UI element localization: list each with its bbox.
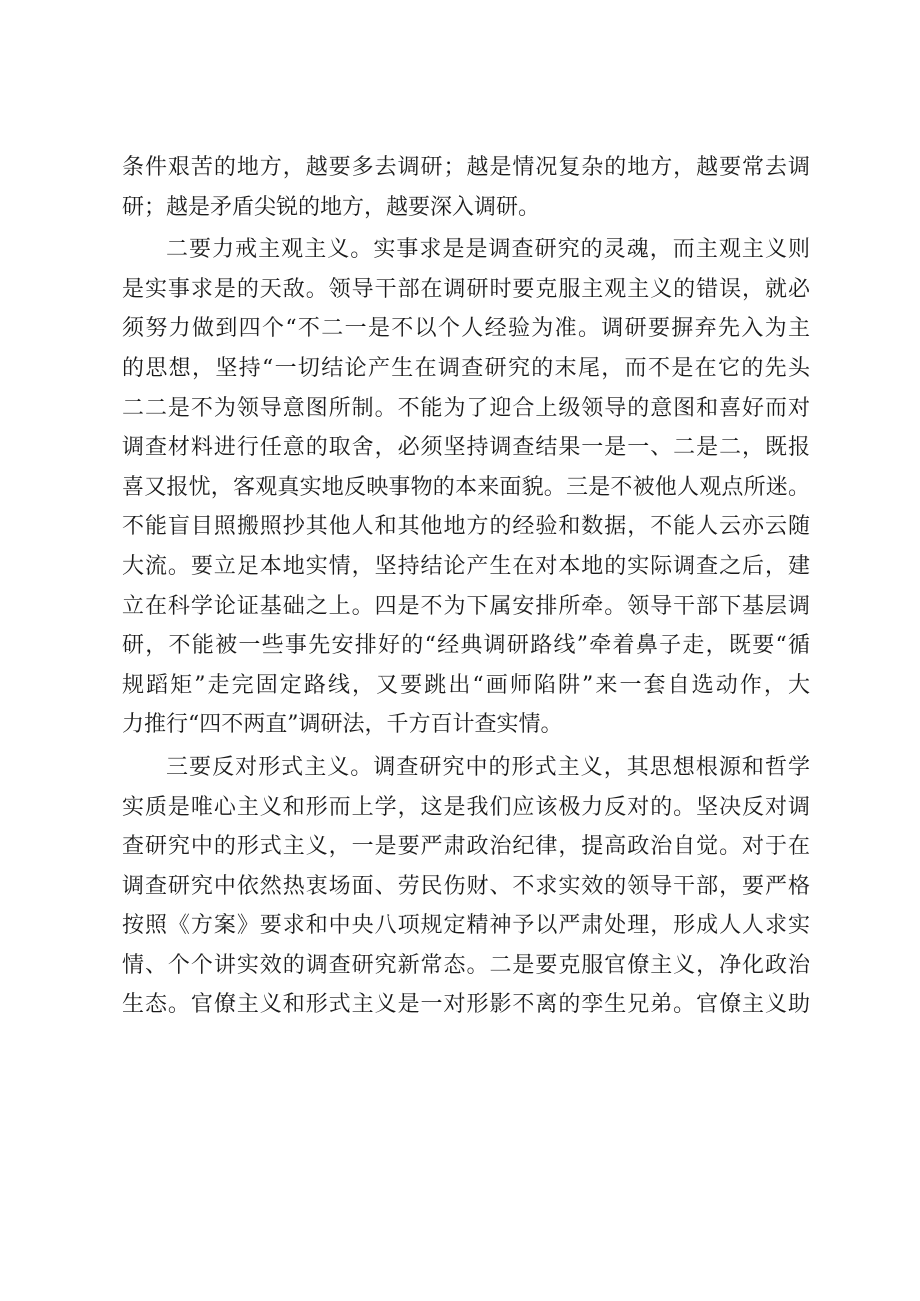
paragraph-2: [122, 230, 810, 745]
text-line: 大流。要立足本地实情，坚持结论产生在对本地的实际调查之后，建: [122, 553, 810, 579]
paragraph-3: [122, 748, 810, 1025]
text-line: 研；越是矛盾尖锐的地方，越要深入调研。: [122, 194, 541, 220]
text-line: 喜又报忧，客观真实地反映事物的本来面貌。三是不被他人观点所迷。: [122, 474, 810, 500]
body-text: [122, 148, 810, 1025]
text-line: 二二是不为领导意图所制。不能为了迎合上级领导的意图和喜好而对: [122, 395, 810, 421]
text-line: 规蹈矩”走完固定路线，又要跳出“画师陷阱”来一套自选动作，大: [122, 672, 810, 698]
text-line: 不能盲目照搬照抄其他人和其他地方的经验和数据，不能人云亦云随: [122, 514, 810, 540]
text-line: 力推行“四不两直”调研法，千方百计查实情。: [122, 712, 563, 738]
text-line: 按照《方案》要求和中央八项规定精神予以严肃处理，形成人人求实: [122, 913, 810, 939]
text-line: 的思想，坚持“一切结论产生在调查研究的末尾，而不是在它的先头: [122, 355, 810, 381]
text-line: 调查材料进行任意的取舍，必须坚持调查结果一是一、二是二，既报: [122, 435, 810, 461]
text-line: 实质是唯心主义和形而上学，这是我们应该极力反对的。坚决反对调: [122, 794, 810, 820]
text-line: 调查研究中依然热衷场面、劳民伤财、不求实效的领导干部，要严格: [122, 873, 810, 899]
text-line: 查研究中的形式主义，一是要严肃政治纪律，提高政治自觉。对于在: [122, 834, 810, 860]
text-line: 二要力戒主观主义。实事求是是调查研究的灵魂，而主观主义则: [166, 237, 810, 263]
text-line: 是实事求是的天敌。领导干部在调研时要克服主观主义的错误，就必: [122, 276, 810, 302]
text-line: 须努力做到四个“不二一是不以个人经验为准。调研要摒弃先入为主: [122, 316, 810, 342]
text-line: 情、个个讲实效的调查研究新常态。二是要克服官僚主义，净化政治: [122, 952, 810, 978]
text-line: 研，不能被一些事先安排好的“经典调研路线”牵着鼻子走，既要“循: [122, 633, 810, 659]
text-line: 生态。官僚主义和形式主义是一对形影不离的孪生兄弟。官僚主义助: [122, 992, 810, 1018]
paragraph-1: [122, 148, 810, 227]
text-line: 三要反对形式主义。调查研究中的形式主义，其思想根源和哲学: [166, 754, 810, 780]
text-line: 条件艰苦的地方，越要多去调研；越是情况复杂的地方，越要常去调: [122, 155, 810, 180]
text-line: 立在科学论证基础之上。四是不为下属安排所牵。领导干部下基层调: [122, 593, 810, 619]
